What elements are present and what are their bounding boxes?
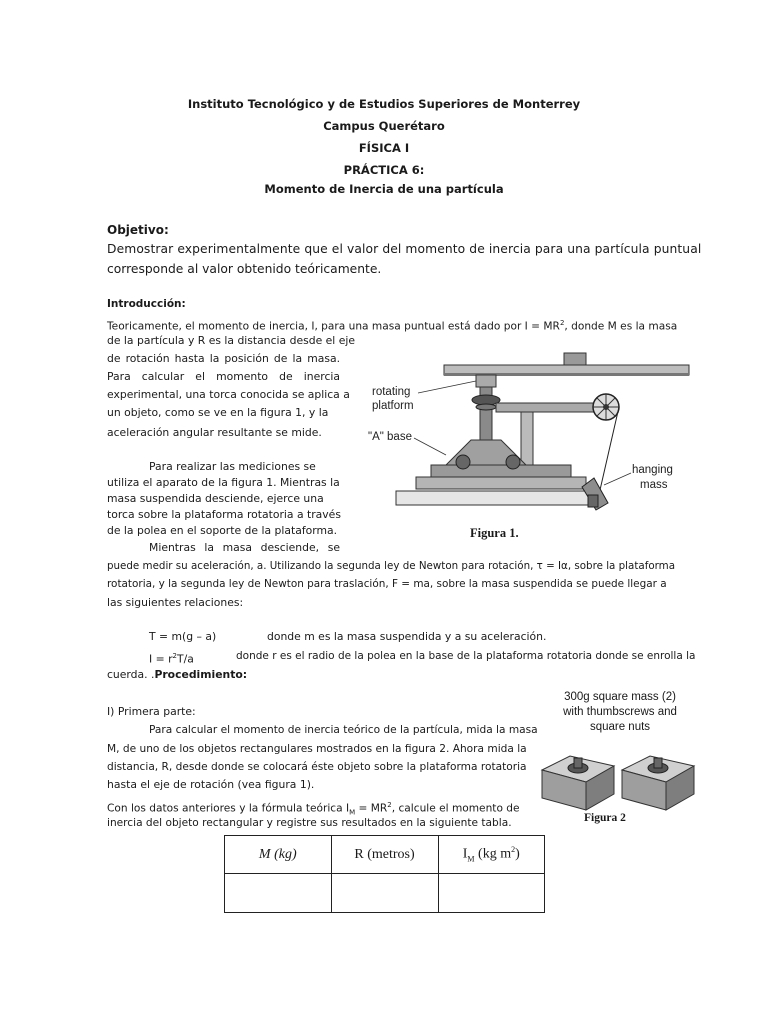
intro-p2-line-4: torca sobre la plataforma rotatoria a través	[107, 508, 341, 521]
header-mass: M (kg)	[225, 836, 332, 874]
cell-mass-input[interactable]	[225, 874, 332, 913]
intro-p3-line-3: las siguientes relaciones:	[107, 596, 244, 609]
procedure-heading: Procedimiento:	[154, 668, 248, 681]
intro-p2-line-2: utiliza el aparato de la figura 1. Mientras la	[107, 476, 340, 489]
intro-line-1: Teoricamente, el momento de inercia, I, para una masa puntual está dado por $I = MR^2$, donde M es la masa	[107, 319, 678, 333]
campus-title: Campus Querétaro	[323, 119, 445, 133]
rotating-platform-apparatus-diagram	[356, 345, 696, 545]
figure-1	[356, 345, 696, 545]
label-a-base: "A" base	[368, 431, 412, 443]
intro-p2-line-1: Para realizar las mediciones se	[149, 460, 316, 473]
intro-p2-line-6: Mientras la masa desciende, se	[149, 541, 340, 554]
part-1-line-3: distancia, R, desde donde se colocará éste objeto sobre la plataforma rotatoria	[107, 761, 527, 773]
institution-title: Instituto Tecnológico y de Estudios Superiores de Monterrey	[187, 97, 581, 111]
header-distance: R (metros)	[331, 836, 438, 874]
intro-line-7: aceleración angular resultante se mide.	[107, 426, 322, 439]
course-title: FÍSICA I	[358, 141, 410, 155]
label-mass: mass	[640, 479, 668, 491]
practice-subject: Momento de Inercia de una partícula	[264, 182, 504, 196]
equation-1-description: donde m es la masa suspendida y a su aceleración.	[267, 630, 547, 643]
intro-heading: Introducción:	[107, 298, 186, 310]
intro-p2-line-3: masa suspendida desciende, ejerce una	[107, 492, 324, 505]
label-rotating: rotating	[372, 386, 411, 398]
equation-2: $I = r^2T/a$	[149, 652, 194, 666]
figure-2-label-2: with thumbscrews and	[563, 706, 677, 718]
practice-title: PRÁCTICA 6:	[343, 163, 425, 177]
figure-2-label-3: square nuts	[589, 721, 651, 733]
intro-line-4: Para calcular el momento de inercia	[107, 370, 340, 383]
part-1-line-6: inercia del objeto rectangular y registre sus resultados en la siguiente tabla.	[107, 817, 512, 829]
equation-1: T = m(g – a)	[149, 630, 217, 643]
table-header-row	[225, 836, 545, 874]
intro-p3-line-1: puede medir su aceleración, a. Utilizando la segunda ley de Newton para rotación, τ = Iα, sobre la plataforma	[107, 560, 676, 572]
objective-line-1: Demostrar experimentalmente que el valor del momento de inercia para una partícula puntual	[107, 242, 702, 256]
cell-inertia-input[interactable]	[438, 874, 545, 913]
figure-2-label-1: 300g square mass (2)	[564, 691, 676, 703]
label-platform: platform	[372, 400, 414, 412]
table-row	[225, 874, 545, 913]
part-1-heading: I) Primera parte:	[107, 705, 196, 718]
label-hanging: hanging	[632, 464, 673, 476]
intro-line-5: experimental, una torca conocida se aplica a	[107, 388, 350, 401]
figure-2-caption: Figura 2	[584, 812, 626, 824]
header-inertia: $I_M$ (kg $m^2$)	[438, 836, 545, 874]
cell-distance-input[interactable]	[331, 874, 438, 913]
figure-2-labels	[540, 690, 700, 735]
intro-line-3: de rotación hasta la posición de la masa.	[107, 352, 340, 365]
part-1-line-2: M, de uno de los objetos rectangulares mostrados en la figura 2. Ahora mida la	[107, 743, 527, 755]
objective-line-2: corresponde al valor obtenido teóricamente.	[107, 262, 382, 276]
equation-2-description: donde r es el radio de la polea en la base de la plataforma rotatoria donde se enrolla la	[236, 650, 696, 662]
equation-2-continuation: cuerda. .Procedimiento:	[107, 668, 248, 681]
intro-p3-line-2: rotatoria, y la segunda ley de Newton para traslación, F = ma, sobre la masa suspendida se puede llegar a	[107, 578, 667, 590]
square-masses-diagram	[540, 740, 710, 815]
intro-line-2: de la partícula y R es la distancia desde el eje	[107, 334, 356, 347]
objective-heading: Objetivo:	[107, 223, 169, 237]
part-1-line-5: Con los datos anteriores y la fórmula teórica $I_M = MR^2$, calcule el momento de	[107, 801, 520, 817]
intro-p2-line-5: de la polea en el soporte de la plataforma.	[107, 524, 338, 537]
figure-2	[540, 740, 710, 815]
part-1-line-4: hasta el eje de rotación (vea figura 1).	[107, 778, 315, 791]
intro-line-6: un objeto, como se ve en la figura 1, y la	[107, 406, 329, 419]
figure-1-caption: Figura 1.	[470, 526, 519, 540]
part-1-line-1: Para calcular el momento de inercia teórico de la partícula, mida la masa	[149, 724, 538, 736]
results-table	[224, 835, 545, 913]
